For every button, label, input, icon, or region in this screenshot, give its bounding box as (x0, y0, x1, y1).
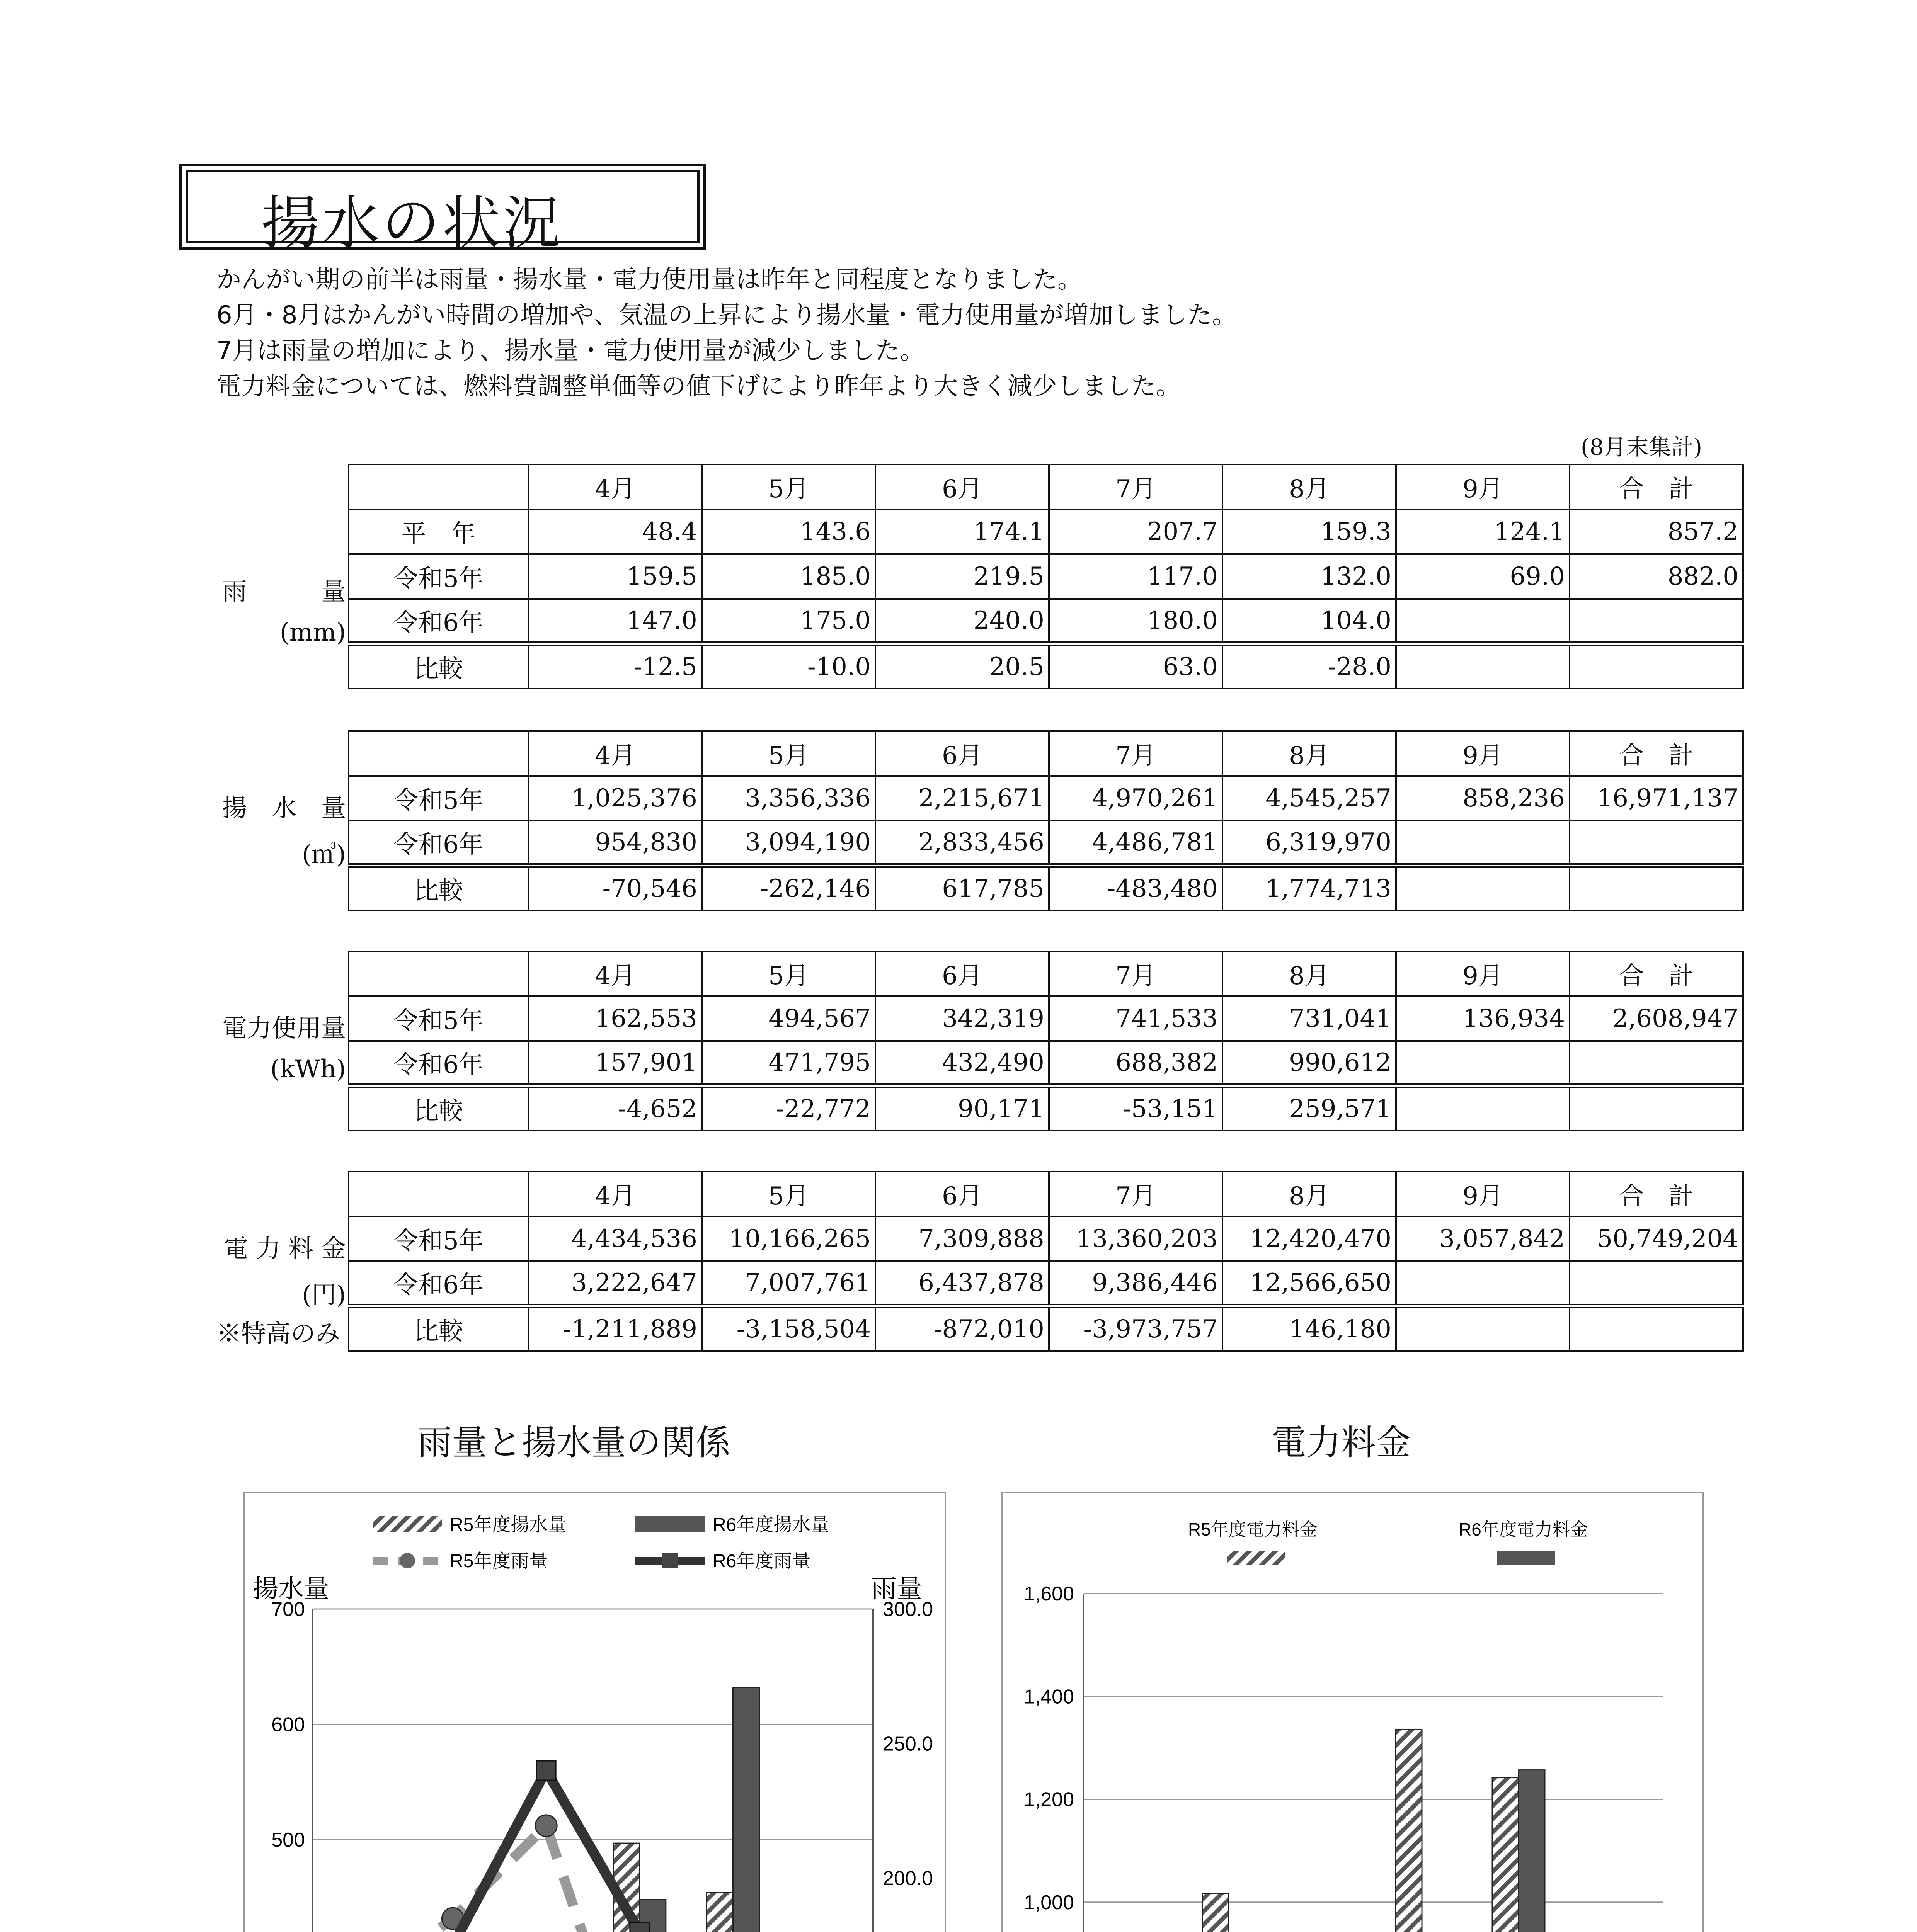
table-cell (1396, 866, 1570, 910)
legend-label: R6年度電力料金 (1459, 1519, 1588, 1539)
table-cell: 185.0 (702, 554, 875, 599)
table-cell: 9月 (1396, 731, 1570, 776)
table-header-row (349, 464, 1743, 509)
table-cell: 136,934 (1396, 996, 1570, 1041)
legend-marker-r5-rain (400, 1553, 415, 1568)
table-cell (1396, 644, 1570, 689)
table-cell: 13,360,203 (1049, 1216, 1222, 1261)
table-cell: 731,041 (1222, 996, 1396, 1041)
chart2-title: 電力料金 (1272, 1422, 1411, 1463)
y-tick-label: 600 (271, 1713, 305, 1736)
table-cell: 494,567 (702, 996, 875, 1041)
table-row (349, 644, 1743, 689)
point-r6-rain (536, 1761, 556, 1780)
table-row (349, 1041, 1743, 1086)
table-cell: 48.4 (528, 509, 702, 554)
bar-r5-cost (1492, 1778, 1519, 1932)
row-label: 比較 (349, 1086, 528, 1131)
table-cell: 7月 (1049, 464, 1222, 509)
y-tick-label: 1,000 (1023, 1891, 1074, 1914)
table-cell: 857.2 (1570, 509, 1743, 554)
table-cell (349, 464, 528, 509)
table-cell: -10.0 (702, 644, 875, 689)
table-cell: 954,830 (528, 821, 702, 866)
table-cell: 合 計 (1570, 731, 1743, 776)
table-row (349, 1261, 1743, 1306)
table-cell: 合 計 (1570, 951, 1743, 996)
table-cell: 63.0 (1049, 644, 1222, 689)
cost-note: ※特高のみ (216, 1320, 340, 1348)
table-cell: 240.0 (875, 599, 1049, 644)
intro-line: 7月は雨量の増加により、揚水量・電力使用量が減少しました。 (216, 337, 925, 365)
y-tick-label: 700 (271, 1598, 305, 1621)
chart2-frame (1001, 1492, 1704, 1932)
rain-side-label: 雨 量 (222, 578, 346, 606)
power-table (348, 951, 1744, 1131)
table-cell: 7,007,761 (702, 1261, 875, 1306)
point-r6-rain (630, 1922, 649, 1932)
table-cell: 合 計 (1570, 1172, 1743, 1216)
table-cell: -4,652 (528, 1086, 702, 1131)
table-cell: 6,319,970 (1222, 821, 1396, 866)
table-cell: 2,215,671 (875, 776, 1049, 821)
point-r5-rain (535, 1815, 557, 1837)
table-cell: 10,166,265 (702, 1216, 875, 1261)
bar-r5-cost (1202, 1893, 1229, 1932)
y2-tick-label: 300.0 (883, 1598, 933, 1621)
table-cell: 12,420,470 (1222, 1216, 1396, 1261)
row-label: 比較 (349, 1306, 528, 1351)
table-cell (1570, 644, 1743, 689)
table-cell (1570, 866, 1743, 910)
table-cell: 132.0 (1222, 554, 1396, 599)
table-cell: 882.0 (1570, 554, 1743, 599)
table-cell: 259,571 (1222, 1086, 1396, 1131)
table-row (349, 599, 1743, 644)
table-cell (1396, 599, 1570, 644)
table-cell: 858,236 (1396, 776, 1570, 821)
y2-axis-label: 雨量 (871, 1574, 922, 1603)
y2-tick-label: 250.0 (883, 1733, 933, 1755)
legend-label: R5年度電力料金 (1188, 1519, 1318, 1539)
y-axis-label: 揚水量 (253, 1574, 329, 1603)
pump-unit: (㎥) (302, 840, 346, 869)
cost-table (348, 1171, 1744, 1352)
table-cell (1570, 1306, 1743, 1351)
bar-r5-pump (707, 1893, 733, 1932)
table-cell: 20.5 (875, 644, 1049, 689)
row-label: 令和5年 (349, 1216, 528, 1261)
rain-table (348, 464, 1744, 689)
row-label: 令和5年 (349, 996, 528, 1041)
table-cell: 50,749,204 (1570, 1216, 1743, 1261)
table-cell (1570, 1086, 1743, 1131)
row-label: 令和6年 (349, 821, 528, 866)
table-cell: 4,434,536 (528, 1216, 702, 1261)
legend-swatch-r6-cost (1497, 1551, 1555, 1565)
table-cell: 6,437,878 (875, 1261, 1049, 1306)
table-cell: 157,901 (528, 1041, 702, 1086)
table-cell (1570, 1041, 1743, 1086)
row-label: 令和5年 (349, 776, 528, 821)
table-cell (349, 731, 528, 776)
table-cell: 8月 (1222, 951, 1396, 996)
legend-marker-r6-rain (662, 1553, 678, 1568)
table-cell: -1,211,889 (528, 1306, 702, 1351)
table-cell: 9月 (1396, 1172, 1570, 1216)
table-cell: 3,094,190 (702, 821, 875, 866)
aggregation-note: (8月末集計) (1581, 434, 1702, 460)
table-cell: 1,774,713 (1222, 866, 1396, 910)
table-cell (349, 1172, 528, 1216)
table-cell: 159.5 (528, 554, 702, 599)
rain-unit: (mm) (279, 618, 346, 647)
table-cell: 124.1 (1396, 509, 1570, 554)
table-cell: 8月 (1222, 731, 1396, 776)
table-cell: 4月 (528, 464, 702, 509)
bar-r6-pump (733, 1687, 759, 1932)
bar-r6-cost (1519, 1770, 1545, 1932)
cost-unit: (円) (302, 1281, 346, 1310)
table-cell: 4月 (528, 951, 702, 996)
table-cell: 174.1 (875, 509, 1049, 554)
chart1-svg (245, 1493, 945, 1932)
table-cell: 175.0 (702, 599, 875, 644)
legend-label: R5年度揚水量 (450, 1515, 567, 1535)
table-cell: 合 計 (1570, 464, 1743, 509)
pump-side-label: 揚 水 量 (222, 794, 346, 823)
table-cell: 9月 (1396, 464, 1570, 509)
table-cell: 4月 (528, 731, 702, 776)
y-tick-label: 1,400 (1023, 1685, 1074, 1708)
y-tick-label: 1,200 (1023, 1788, 1074, 1811)
chart2-svg (1003, 1493, 1702, 1932)
table-cell: 143.6 (702, 509, 875, 554)
table-cell: -22,772 (702, 1086, 875, 1131)
table-cell: 9,386,446 (1049, 1261, 1222, 1306)
intro-line: かんがい期の前半は雨量・揚水量・電力使用量は昨年と同程度となりました。 (216, 265, 1082, 294)
table-cell: 159.3 (1222, 509, 1396, 554)
table-cell: 7,309,888 (875, 1216, 1049, 1261)
chart1-title: 雨量と揚水量の関係 (417, 1422, 730, 1463)
intro-text (216, 262, 1237, 404)
table-cell: 432,490 (875, 1041, 1049, 1086)
row-label: 令和5年 (349, 554, 528, 599)
table-row (349, 776, 1743, 821)
cost-side-label: 電 力 料 金 (223, 1235, 346, 1263)
table-cell: -262,146 (702, 866, 875, 910)
table-row (349, 1216, 1743, 1261)
power-side-label: 電力使用量 (222, 1014, 346, 1043)
table-cell: 617,785 (875, 866, 1049, 910)
y-tick-label: 500 (271, 1829, 305, 1852)
table-cell: 180.0 (1049, 599, 1222, 644)
table-cell (1396, 1261, 1570, 1306)
table-cell: 12,566,650 (1222, 1261, 1396, 1306)
table-cell: 4,970,261 (1049, 776, 1222, 821)
legend-swatch-r5-cost (1227, 1551, 1285, 1565)
table-cell: 146,180 (1222, 1306, 1396, 1351)
table-cell: 5月 (702, 464, 875, 509)
table-cell: 219.5 (875, 554, 1049, 599)
table-cell: 6月 (875, 1172, 1049, 1216)
table-cell: -3,973,757 (1049, 1306, 1222, 1351)
legend-label: R6年度雨量 (713, 1551, 811, 1571)
row-label: 比較 (349, 866, 528, 910)
table-cell: -872,010 (875, 1306, 1049, 1351)
page-title: 揚水の状況 (261, 190, 563, 257)
table-cell (1396, 1041, 1570, 1086)
table-cell: 2,608,947 (1570, 996, 1743, 1041)
table-cell: 3,222,647 (528, 1261, 702, 1306)
table-cell: 90,171 (875, 1086, 1049, 1131)
table-cell: 7月 (1049, 951, 1222, 996)
table-cell: 8月 (1222, 1172, 1396, 1216)
table-cell: 207.7 (1049, 509, 1222, 554)
power-unit: (kWh) (270, 1055, 346, 1083)
table-cell: 1,025,376 (528, 776, 702, 821)
chart1-frame (243, 1492, 946, 1932)
table-cell: 7月 (1049, 1172, 1222, 1216)
table-cell: 8月 (1222, 464, 1396, 509)
table-cell: 117.0 (1049, 554, 1222, 599)
table-row (349, 1306, 1743, 1351)
table-cell: -53,151 (1049, 1086, 1222, 1131)
table-cell (1396, 1306, 1570, 1351)
table-cell: 104.0 (1222, 599, 1396, 644)
legend-label: R6年度揚水量 (713, 1515, 829, 1535)
table-cell: 4月 (528, 1172, 702, 1216)
table-cell (1570, 1261, 1743, 1306)
table-cell: 741,533 (1049, 996, 1222, 1041)
legend-swatch-r6-pump (635, 1516, 705, 1532)
table-cell: 4,486,781 (1049, 821, 1222, 866)
table-cell: 5月 (702, 1172, 875, 1216)
table-row (349, 996, 1743, 1041)
table-cell: 6月 (875, 951, 1049, 996)
table-cell: 990,612 (1222, 1041, 1396, 1086)
intro-line: 6月・8月はかんがい時間の増加や、気温の上昇により揚水量・電力使用量が増加しました。 (216, 301, 1237, 330)
table-cell (1570, 599, 1743, 644)
table-cell (349, 951, 528, 996)
row-label: 令和6年 (349, 599, 528, 644)
table-row (349, 821, 1743, 866)
legend-swatch-r5-pump (373, 1516, 442, 1532)
table-cell: 2,833,456 (875, 821, 1049, 866)
table-cell: 3,356,336 (702, 776, 875, 821)
legend-label: R5年度雨量 (450, 1551, 548, 1571)
table-cell (1396, 1086, 1570, 1131)
row-label: 令和6年 (349, 1261, 528, 1306)
table-cell: 69.0 (1396, 554, 1570, 599)
table-cell: 9月 (1396, 951, 1570, 996)
table-cell (1570, 821, 1743, 866)
table-cell: 342,319 (875, 996, 1049, 1041)
table-cell: 6月 (875, 464, 1049, 509)
table-header-row (349, 951, 1743, 996)
table-cell: -70,546 (528, 866, 702, 910)
y2-tick-label: 200.0 (883, 1867, 933, 1890)
table-header-row (349, 1172, 1743, 1216)
y-tick-label: 1,600 (1023, 1583, 1074, 1605)
row-label: 平 年 (349, 509, 528, 554)
table-cell: -12.5 (528, 644, 702, 689)
table-cell: 162,553 (528, 996, 702, 1041)
table-header-row (349, 731, 1743, 776)
table-cell: 6月 (875, 731, 1049, 776)
table-row (349, 1086, 1743, 1131)
table-cell: 5月 (702, 731, 875, 776)
table-cell: 688,382 (1049, 1041, 1222, 1086)
table-cell (1396, 821, 1570, 866)
table-row (349, 866, 1743, 910)
table-cell: -28.0 (1222, 644, 1396, 689)
table-cell: 4,545,257 (1222, 776, 1396, 821)
bar-r5-cost (1396, 1729, 1422, 1932)
table-cell: 3,057,842 (1396, 1216, 1570, 1261)
table-cell: 471,795 (702, 1041, 875, 1086)
row-label: 令和6年 (349, 1041, 528, 1086)
page-title-box (186, 170, 700, 257)
table-row (349, 509, 1743, 554)
table-cell: 16,971,137 (1570, 776, 1743, 821)
table-cell: 5月 (702, 951, 875, 996)
line-r6-rain (359, 1770, 733, 1932)
table-cell: 7月 (1049, 731, 1222, 776)
pump-table (348, 730, 1744, 911)
table-cell: -3,158,504 (702, 1306, 875, 1351)
table-cell: 147.0 (528, 599, 702, 644)
table-cell: -483,480 (1049, 866, 1222, 910)
table-row (349, 554, 1743, 599)
row-label: 比較 (349, 644, 528, 689)
intro-line: 電力料金については、燃料費調整単価等の値下げにより昨年より大きく減少しました。 (216, 372, 1181, 401)
